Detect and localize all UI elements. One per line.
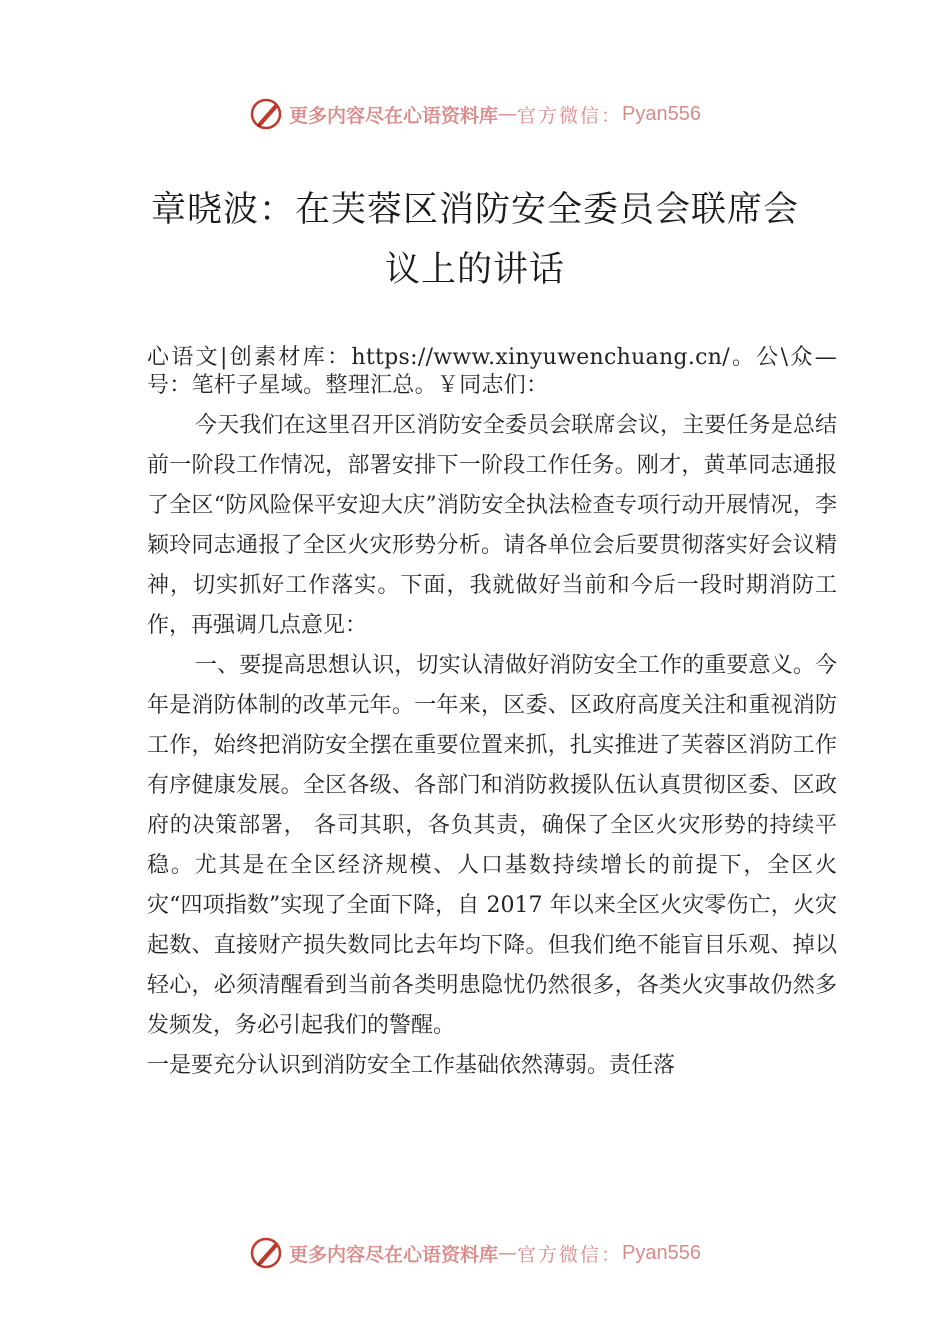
pen-logo-icon xyxy=(249,96,285,132)
footer-banner xyxy=(0,1231,950,1275)
banner-wechat-id: Pyan556 xyxy=(622,102,701,125)
document-title-line2: 议上的讲话 xyxy=(384,250,565,290)
paragraph-1: 今天我们在这里召开区消防安全委员会联席会议，主要任务是总结前一阶段工作情况，部署安排下一阶段工作任务。刚才，黄革同志通报了全区“防风险保平安迎大庆”消防安全执法检查专项行动开展情况，李颖玲同志通报了全区火灾形势分析。请各单位会后要贯彻落实好会议精神，切实抓好工作落实。下面，我就做好当前和今后一段时期消防工作，再强调几点意见： xyxy=(147,413,837,638)
banner-wechat-label: 官方微信： xyxy=(517,1243,623,1266)
banner-wechat-label: 官方微信： xyxy=(517,104,623,127)
paragraph-3: 一是要充分认识到消防安全工作基础依然薄弱。责任落 xyxy=(147,1053,676,1078)
pen-logo-icon xyxy=(249,1235,285,1271)
banner-separator: — xyxy=(498,1242,518,1264)
banner-brand-text: 更多内容尽在心语资料库 xyxy=(289,104,499,127)
intro-line: 心语文|创素材库：https://www.xinyuwenchuang.cn/。公\众—号：笔杆子星域。整理汇总。￥同志们： xyxy=(147,345,837,398)
banner-brand-text: 更多内容尽在心语资料库 xyxy=(289,1243,499,1266)
document-body xyxy=(147,344,837,1086)
banner-wechat-id: Pyan556 xyxy=(622,1241,701,1264)
paragraph-2: 一、要提高思想认识，切实认清做好消防安全工作的重要意义。今年是消防体制的改革元年。一年来，区委、区政府高度关注和重视消防工作，始终把消防安全摆在重要位置来抓，扎实推进了芙蓉区消防工作有序健康发展。全区各级、各部门和消防救援队伍认真贯彻区委、区政府的决策部署， 各司其职，各负其责，确保了全区火灾形势的持续平稳。尤其是在全区经济规模、人口基数持续增长的前提下，全区火灾“四项指数”实现了全面下降，自 2017 年以来全区火灾零伤亡，火灾起数、直接财产损失数同比去年均下降。但我们绝不能盲目乐观、掉以轻心，必须清醒看到当前各类明患隐忧仍然很多，各类火灾事故仍然多发频发，务必引起我们的警醒。 xyxy=(147,653,837,1038)
banner-separator: — xyxy=(498,103,518,125)
document-title-line1: 章晓波：在芙蓉区消防安全委员会联席会 xyxy=(150,190,799,230)
header-banner xyxy=(0,92,950,136)
